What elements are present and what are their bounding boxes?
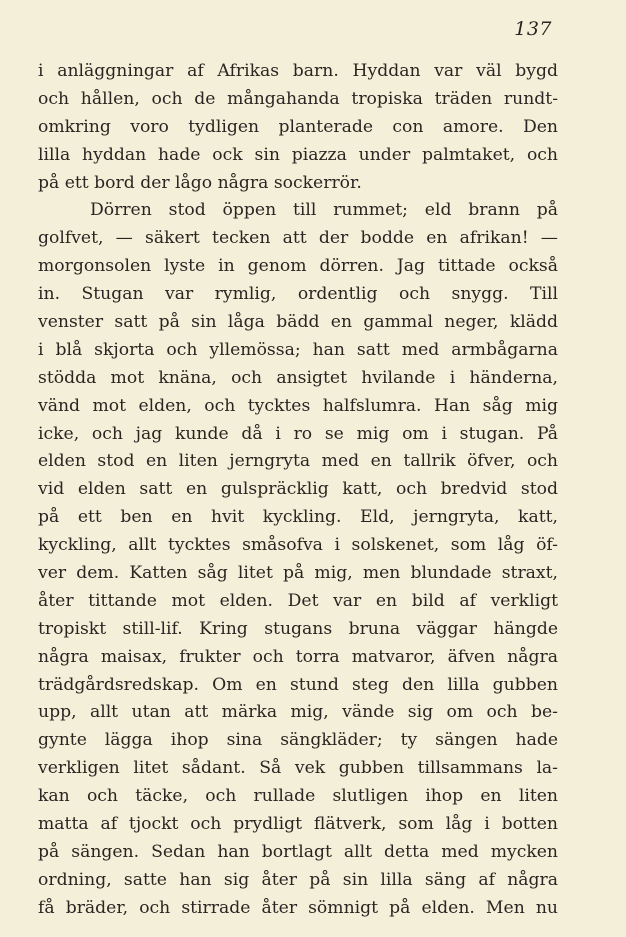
text-line: icke, och jag kunde då i ro se mig om i stugan. På [38,423,558,444]
text-line: få bräder, och stirrade åter sömnigt på elden. Men nu [38,897,558,918]
text-line: verkligen litet sådant. Så vek gubben tillsammans la- [38,758,558,779]
text-line: ordning, satte han sig åter på sin lilla säng af några [38,869,558,890]
text-line: venster satt på sin låga bädd en gammal neger, klädd [38,312,558,333]
text-line: elden stod en liten jerngryta med en tallrik öfver, och [38,451,558,472]
text-line: trädgårdsredskap. Om en stund steg den lilla gubben [38,674,558,695]
text-line: ver dem. Katten såg litet på mig, men blundade straxt, [38,563,558,584]
text-line: morgonsolen lyste in genom dörren. Jag tittade också [38,256,558,277]
text-line: i blå skjorta och yllemössa; han satt med armbågarna [38,339,558,360]
text-line: på ett bord der lågo några sockerrör. [38,172,362,193]
text-line: åter tittande mot elden. Det var en bild af verkligt [38,590,558,611]
text-line: i anläggningar af Afrikas barn. Hyddan var väl bygd [38,61,558,81]
text-line: vänd mot elden, och tycktes halfslumra. Han såg mig [38,395,558,416]
body-text [38,58,558,923]
page-number: 137 [514,18,552,40]
text-line: tropiskt still-lif. Kring stugans bruna väggar hängde [38,618,558,639]
text-line: några maisax, frukter och torra matvaror, äfven några [38,646,558,667]
text-line: omkring voro tydligen planterade con amore. Den [38,116,558,137]
text-line: stödda mot knäna, och ansigtet hvilande i händerna, [38,367,558,388]
text-line: lilla hyddan hade ock sin piazza under palmtaket, och [38,144,558,165]
text-line: upp, allt utan att märka mig, vände sig om och be- [38,702,558,723]
text-line: matta af tjockt och prydligt flätverk, som låg i botten [38,814,558,835]
text-line: på sängen. Sedan han bortlagt allt detta med mycken [38,841,558,862]
text-line: gynte lägga ihop sina sängkläder; ty sängen hade [38,730,558,751]
text-line: in. Stugan var rymlig, ordentlig och snygg. Till [38,284,558,305]
text-line: på ett ben en hvit kyckling. Eld, jerngryta, katt, [38,507,558,528]
text-line: och hållen, och de mångahanda tropiska träden rundt- [38,88,558,109]
text-line: golfvet, — säkert tecken att der bodde en afrikan! — [38,228,558,249]
text-line: kan och täcke, och rullade slutligen ihop en liten [38,786,558,807]
text-line: vid elden satt en gulspräcklig katt, och bredvid stod [38,479,558,500]
text-line: Dörren stod öppen till rummet; eld brann på [90,200,558,221]
text-line: kyckling, allt tycktes småsofva i solskenet, som låg öf- [38,535,558,556]
